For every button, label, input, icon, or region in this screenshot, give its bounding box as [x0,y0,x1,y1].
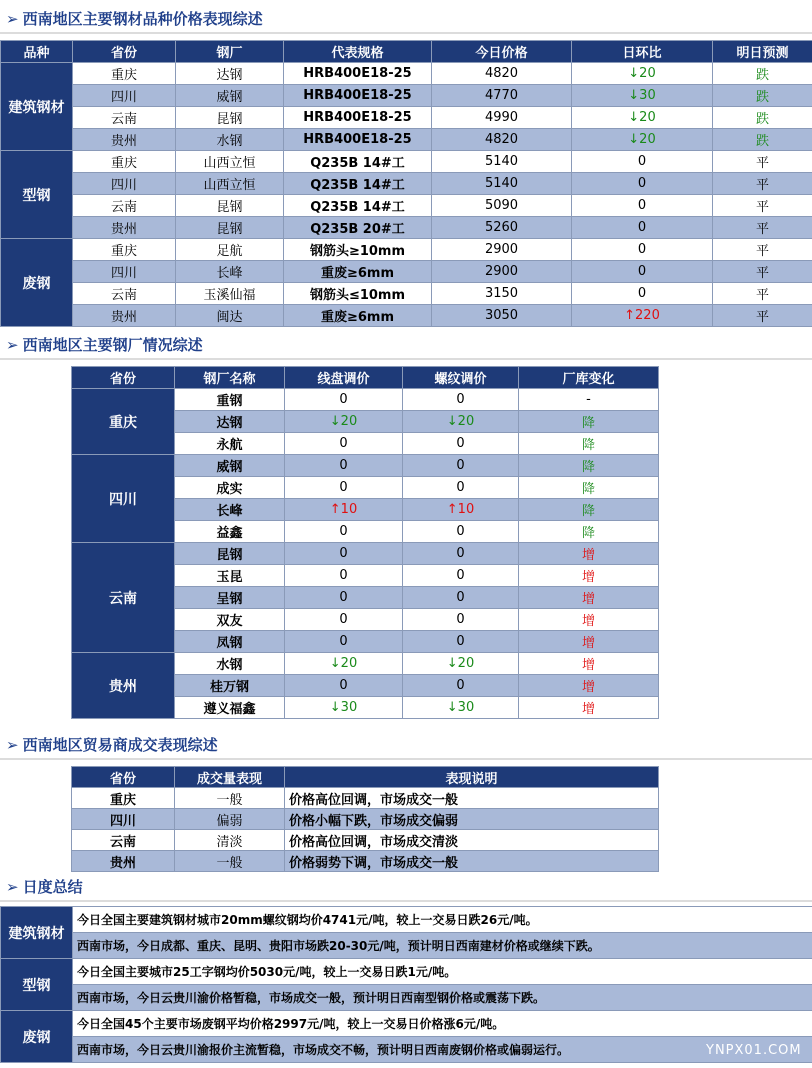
province-cell: 重庆 [72,389,175,455]
province-cell: 四川 [73,261,176,283]
province-cell: 云南 [72,543,175,653]
price-cell: 4990 [432,107,572,129]
price-table [0,40,812,327]
price-cell: 2900 [432,239,572,261]
price-cell: 5140 [432,173,572,195]
rebar-change-cell: 0 [403,675,519,697]
mill-cell: 水钢 [176,129,284,151]
province-cell: 贵州 [73,305,176,327]
table-row [72,455,659,477]
wire-change-cell: 0 [285,521,403,543]
mill-cell: 永航 [175,433,285,455]
category-cell: 建筑钢材 [1,907,73,959]
chevron-right-icon: ➢ [6,736,19,754]
forecast-cell: 跌 [713,63,812,85]
wire-change-cell: ↑10 [285,499,403,521]
summary-table [0,906,812,1063]
stock-change-cell: 降 [519,433,659,455]
rebar-change-cell: 0 [403,521,519,543]
change-cell: 0 [572,173,713,195]
mill-cell: 达钢 [175,411,285,433]
mill-cell: 成实 [175,477,285,499]
mill-cell: 遵义福鑫 [175,697,285,719]
volume-cell: 一般 [175,788,285,809]
mill-cell: 威钢 [176,85,284,107]
spec-cell: HRB400E18-25 [284,85,432,107]
spec-cell: 钢筋头≤10mm [284,283,432,305]
summary-line: 今日全国主要城市25工字钢均价5030元/吨，较上一交易日跌1元/吨。 [73,959,812,985]
category-cell: 型钢 [1,959,73,1011]
table-row [1,151,812,173]
price-cell: 4770 [432,85,572,107]
forecast-cell: 平 [713,261,812,283]
province-cell: 云南 [73,107,176,129]
stock-change-cell: 增 [519,543,659,565]
table-row [1,1037,812,1063]
mill-cell: 昆钢 [176,195,284,217]
spec-cell: Q235B 20#工 [284,217,432,239]
mill-cell: 山西立恒 [176,151,284,173]
col-header: 成交量表现 [175,767,285,788]
rebar-change-cell: ↓20 [403,411,519,433]
table-row [1,261,812,283]
table-row [1,129,812,151]
stock-change-cell: 增 [519,675,659,697]
stock-change-cell: 增 [519,565,659,587]
description-cell: 价格小幅下跌，市场成交偏弱 [285,809,659,830]
province-cell: 贵州 [73,217,176,239]
province-cell: 贵州 [73,129,176,151]
description-cell: 价格高位回调，市场成交一般 [285,788,659,809]
volume-cell: 清淡 [175,830,285,851]
wire-change-cell: 0 [285,455,403,477]
change-cell: ↓20 [572,107,713,129]
change-cell: 0 [572,239,713,261]
price-cell: 5140 [432,151,572,173]
table-row [1,985,812,1011]
rebar-change-cell: 0 [403,587,519,609]
price-cell: 3150 [432,283,572,305]
stock-change-cell: 增 [519,609,659,631]
table-row [1,933,812,959]
province-cell: 云南 [72,830,175,851]
col-header: 省份 [72,767,175,788]
category-cell: 废钢 [1,1011,73,1063]
price-cell: 3050 [432,305,572,327]
table-row [72,653,659,675]
category-cell: 建筑钢材 [1,63,73,151]
wire-change-cell: 0 [285,631,403,653]
mill-cell: 山西立恒 [176,173,284,195]
wire-change-cell: ↓20 [285,653,403,675]
spec-cell: Q235B 14#工 [284,173,432,195]
spec-cell: 重废≥6mm [284,305,432,327]
change-cell: 0 [572,151,713,173]
table-row [1,173,812,195]
table-row [72,809,659,830]
mill-cell: 达钢 [176,63,284,85]
summary-line: 今日全国主要建筑钢材城市20mm螺纹钢均价4741元/吨，较上一交易日跌26元/吨。 [73,907,812,933]
change-cell: ↓30 [572,85,713,107]
mill-cell: 长峰 [175,499,285,521]
section-title-mills: ➢ 西南地区主要钢厂情况综述 [0,330,812,360]
change-cell: 0 [572,283,713,305]
section-title-summary: ➢ 日度总结 [0,872,812,902]
wire-change-cell: 0 [285,609,403,631]
mill-cell: 桂万钢 [175,675,285,697]
forecast-cell: 跌 [713,85,812,107]
forecast-cell: 平 [713,151,812,173]
table-row [1,907,812,933]
rebar-change-cell: 0 [403,609,519,631]
table-row [1,85,812,107]
col-header: 代表规格 [284,41,432,63]
mill-cell: 昆钢 [175,543,285,565]
change-cell: ↑220 [572,305,713,327]
col-header: 螺纹调价 [403,367,519,389]
forecast-cell: 平 [713,305,812,327]
table-row [72,389,659,411]
wire-change-cell: 0 [285,543,403,565]
mill-cell: 凤钢 [175,631,285,653]
col-header: 明日预测 [713,41,812,63]
summary-line: 西南市场，今日成都、重庆、昆明、贵阳市场跌20-30元/吨，预计明日西南建材价格或继续下跌。 [73,933,812,959]
col-header: 日环比 [572,41,713,63]
table-row [72,543,659,565]
chevron-right-icon: ➢ [6,336,19,354]
stock-change-cell: 增 [519,631,659,653]
mill-cell: 长峰 [176,261,284,283]
forecast-cell: 平 [713,173,812,195]
rebar-change-cell: 0 [403,389,519,411]
table-row [1,217,812,239]
mill-cell: 益鑫 [175,521,285,543]
mill-cell: 玉昆 [175,565,285,587]
section-title-prices: ➢ 西南地区主要钢材品种价格表现综述 [0,4,812,34]
wire-change-cell: 0 [285,675,403,697]
chevron-right-icon: ➢ [6,10,19,28]
mill-cell: 足航 [176,239,284,261]
stock-change-cell: 增 [519,587,659,609]
forecast-cell: 跌 [713,129,812,151]
col-header: 钢厂名称 [175,367,285,389]
spec-cell: 重废≥6mm [284,261,432,283]
province-cell: 云南 [73,195,176,217]
spec-cell: HRB400E18-25 [284,129,432,151]
mill-table [71,366,659,719]
trader-table [71,766,659,872]
mill-cell: 昆钢 [176,107,284,129]
volume-cell: 一般 [175,851,285,872]
table-row [72,788,659,809]
col-header: 今日价格 [432,41,572,63]
table-row [72,851,659,872]
province-cell: 重庆 [73,151,176,173]
description-cell: 价格弱势下调，市场成交一般 [285,851,659,872]
spec-cell: HRB400E18-25 [284,63,432,85]
chevron-right-icon: ➢ [6,878,19,896]
spec-cell: Q235B 14#工 [284,151,432,173]
province-cell: 四川 [73,85,176,107]
forecast-cell: 平 [713,195,812,217]
table-row [1,107,812,129]
change-cell: 0 [572,217,713,239]
rebar-change-cell: ↑10 [403,499,519,521]
mill-cell: 呈钢 [175,587,285,609]
mill-cell: 闽达 [176,305,284,327]
province-cell: 重庆 [73,63,176,85]
stock-change-cell: 降 [519,499,659,521]
rebar-change-cell: 0 [403,631,519,653]
volume-cell: 偏弱 [175,809,285,830]
rebar-change-cell: ↓20 [403,653,519,675]
stock-change-cell: 降 [519,411,659,433]
table-row [1,283,812,305]
stock-change-cell: 增 [519,653,659,675]
col-header: 省份 [72,367,175,389]
price-cell: 2900 [432,261,572,283]
rebar-change-cell: 0 [403,543,519,565]
spec-cell: HRB400E18-25 [284,107,432,129]
category-cell: 型钢 [1,151,73,239]
rebar-change-cell: 0 [403,565,519,587]
stock-change-cell: 增 [519,697,659,719]
summary-line: 西南市场，今日云贵川渝报价主流暂稳，市场成交不畅，预计明日西南废钢价格或偏弱运行。 [73,1037,812,1063]
spec-cell: Q235B 14#工 [284,195,432,217]
rebar-change-cell: ↓30 [403,697,519,719]
price-cell: 4820 [432,63,572,85]
wire-change-cell: 0 [285,433,403,455]
watermark: YNPX01.COM [706,1043,802,1058]
change-cell: 0 [572,195,713,217]
change-cell: 0 [572,261,713,283]
rebar-change-cell: 0 [403,455,519,477]
wire-change-cell: 0 [285,477,403,499]
table-row [72,830,659,851]
mill-cell: 重钢 [175,389,285,411]
section-title-traders: ➢ 西南地区贸易商成交表现综述 [0,730,812,760]
mill-cell: 双友 [175,609,285,631]
wire-change-cell: 0 [285,389,403,411]
change-cell: ↓20 [572,129,713,151]
mill-cell: 玉溪仙福 [176,283,284,305]
mill-cell: 水钢 [175,653,285,675]
table-row [1,63,812,85]
spec-cell: 钢筋头≥10mm [284,239,432,261]
province-cell: 重庆 [72,788,175,809]
forecast-cell: 平 [713,217,812,239]
stock-change-cell: 降 [519,455,659,477]
col-header: 表现说明 [285,767,659,788]
wire-change-cell: 0 [285,565,403,587]
table-row [1,959,812,985]
forecast-cell: 跌 [713,107,812,129]
mill-cell: 昆钢 [176,217,284,239]
province-cell: 重庆 [73,239,176,261]
col-header: 品种 [1,41,73,63]
price-cell: 5090 [432,195,572,217]
province-cell: 四川 [72,809,175,830]
province-cell: 四川 [72,455,175,543]
price-cell: 4820 [432,129,572,151]
col-header: 省份 [73,41,176,63]
col-header: 钢厂 [176,41,284,63]
forecast-cell: 平 [713,239,812,261]
price-cell: 5260 [432,217,572,239]
wire-change-cell: ↓20 [285,411,403,433]
summary-line: 今日全国45个主要市场废钢平均价格2997元/吨，较上一交易日价格涨6元/吨。 [73,1011,812,1037]
forecast-cell: 平 [713,283,812,305]
category-cell: 废钢 [1,239,73,327]
col-header: 线盘调价 [285,367,403,389]
table-row [1,305,812,327]
province-cell: 贵州 [72,851,175,872]
col-header: 厂库变化 [519,367,659,389]
stock-change-cell: 降 [519,521,659,543]
province-cell: 贵州 [72,653,175,719]
province-cell: 四川 [73,173,176,195]
rebar-change-cell: 0 [403,477,519,499]
rebar-change-cell: 0 [403,433,519,455]
table-row [1,239,812,261]
change-cell: ↓20 [572,63,713,85]
wire-change-cell: 0 [285,587,403,609]
description-cell: 价格高位回调，市场成交清淡 [285,830,659,851]
summary-line: 西南市场，今日云贵川渝价格暂稳，市场成交一般，预计明日西南型钢价格或震荡下跌。 [73,985,812,1011]
mill-cell: 威钢 [175,455,285,477]
table-row [1,195,812,217]
table-row [1,1011,812,1037]
stock-change-cell: - [519,389,659,411]
stock-change-cell: 降 [519,477,659,499]
wire-change-cell: ↓30 [285,697,403,719]
province-cell: 云南 [73,283,176,305]
